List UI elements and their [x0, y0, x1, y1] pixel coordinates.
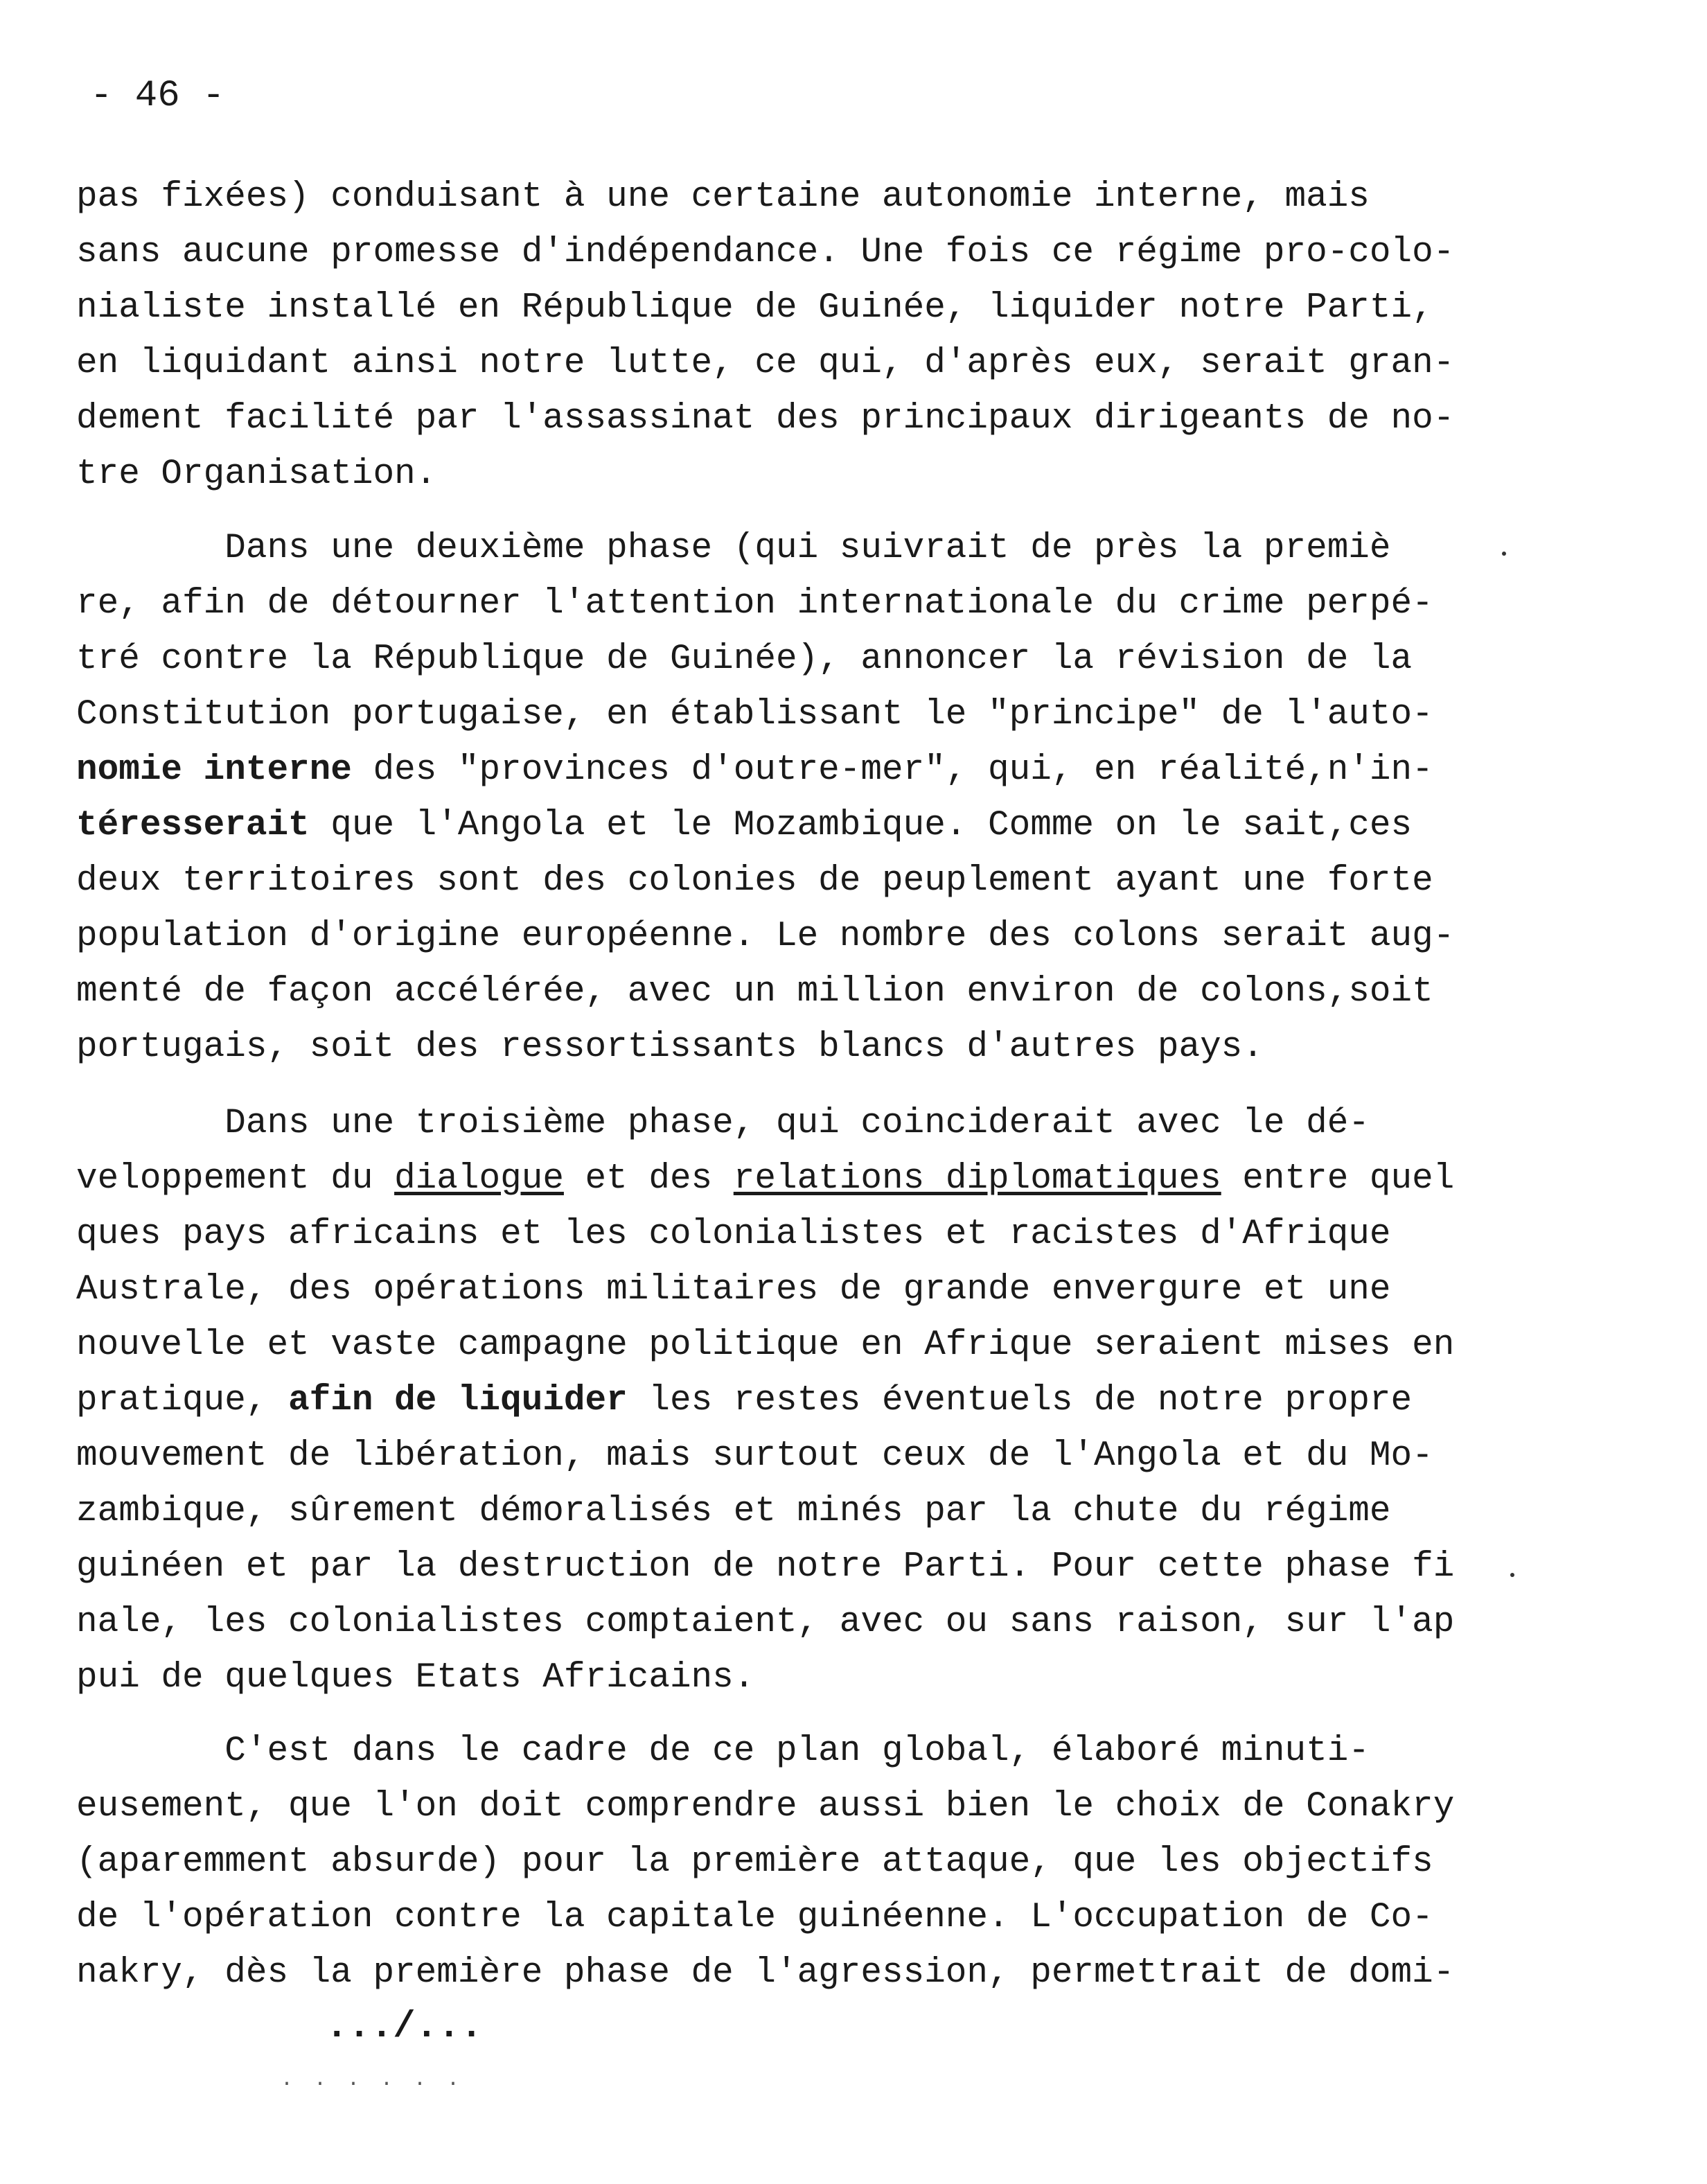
text-line	[76, 1152, 1454, 1207]
text-line: ques pays africains et les colonialistes et racistes d'Afrique	[76, 1215, 1391, 1254]
text-line	[76, 743, 1454, 798]
paragraph-3	[76, 1096, 1454, 1706]
text-run: que l'Angola et le Mozambique. Comme on le sait,ces	[309, 806, 1413, 845]
bold-phrase: nomie interne	[76, 750, 352, 790]
paragraph-2	[76, 521, 1454, 1075]
text-line	[76, 1373, 1454, 1429]
text-line: sans aucune promesse d'indépendance. Une fois ce régime pro-colo-	[76, 233, 1455, 272]
text-line: (aparemment absurde) pour la première attaque, que les objectifs	[76, 1842, 1433, 1882]
page-number: - 46 -	[90, 75, 225, 117]
text-line: menté de façon accélérée, avec un million environ de colons,soit	[76, 972, 1433, 1012]
text-line: population d'origine européenne. Le nombre des colons serait aug-	[76, 917, 1455, 956]
text-line: nialiste installé en République de Guinée, liquider notre Parti,	[76, 288, 1433, 328]
text-line: pui de quelques Etats Africains.	[76, 1658, 755, 1698]
text-line: guinéen et par la destruction de notre Parti. Pour cette phase fi	[76, 1547, 1455, 1587]
text-line: dement facilité par l'assassinat des principaux dirigeants de no-	[76, 399, 1455, 439]
bold-phrase: téresserait	[76, 806, 310, 845]
text-line: tre Organisation.	[76, 455, 437, 494]
text-line: de l'opération contre la capitale guinéenne. L'occupation de Co-	[76, 1898, 1433, 1937]
text-line: portugais, soit des ressortissants blancs d'autres pays.	[76, 1028, 1264, 1067]
text-line: Dans une troisième phase, qui coinciderait avec le dé-	[76, 1104, 1370, 1143]
continuation-marker: .../...	[326, 2006, 483, 2048]
bold-phrase: afin de liquider	[288, 1381, 628, 1420]
scan-speck	[1502, 552, 1506, 556]
text-line: eusement, que l'on doit comprendre aussi bien le choix de Conakry	[76, 1787, 1455, 1826]
text-run: et des	[563, 1159, 734, 1199]
paragraph-4	[76, 1724, 1454, 2001]
text-line: nale, les colonialistes comptaient, avec ou sans raison, sur l'ap	[76, 1603, 1455, 1642]
text-line: Australe, des opérations militaires de grande envergure et une	[76, 1270, 1391, 1310]
text-line: C'est dans le cadre de ce plan global, élaboré minuti-	[76, 1732, 1370, 1771]
text-run: les restes éventuels de notre propre	[627, 1381, 1413, 1420]
text-line: Constitution portugaise, en établissant le "principe" de l'auto-	[76, 695, 1433, 734]
scan-speck	[1510, 1573, 1514, 1577]
text-line: nakry, dès la première phase de l'agression, permettrait de domi-	[76, 1953, 1455, 1993]
text-line: re, afin de détourner l'attention internationale du crime perpé-	[76, 584, 1433, 624]
text-run: pratique,	[76, 1381, 289, 1420]
text-line: mouvement de libération, mais surtout ceux de l'Angola et du Mo-	[76, 1436, 1433, 1476]
text-run: des "provinces d'outre-mer", qui, en réalité,n'in-	[351, 750, 1433, 790]
text-line	[76, 798, 1454, 854]
text-run: entre quel	[1221, 1159, 1455, 1199]
text-run: veloppement du	[76, 1159, 395, 1199]
text-line: en liquidant ainsi notre lutte, ce qui, d'après eux, serait gran-	[76, 344, 1455, 383]
text-line: nouvelle et vaste campagne politique en Afrique seraient mises en	[76, 1326, 1455, 1365]
text-line: tré contre la République de Guinée), annoncer la révision de la	[76, 640, 1413, 679]
text-line: zambique, sûrement démoralisés et minés par la chute du régime	[76, 1492, 1391, 1531]
text-line: pas fixées) conduisant à une certaine autonomie interne, mais	[76, 177, 1370, 217]
text-line: Dans une deuxième phase (qui suivrait de près la premiè	[76, 529, 1391, 568]
underlined-phrase: relations diplomatiques	[733, 1159, 1221, 1199]
paragraph-1	[76, 170, 1454, 502]
underlined-phrase: dialogue	[394, 1159, 564, 1199]
text-line: deux territoires sont des colonies de peuplement ayant une forte	[76, 861, 1433, 901]
trailing-marks: . . . . . .	[281, 2068, 464, 2092]
